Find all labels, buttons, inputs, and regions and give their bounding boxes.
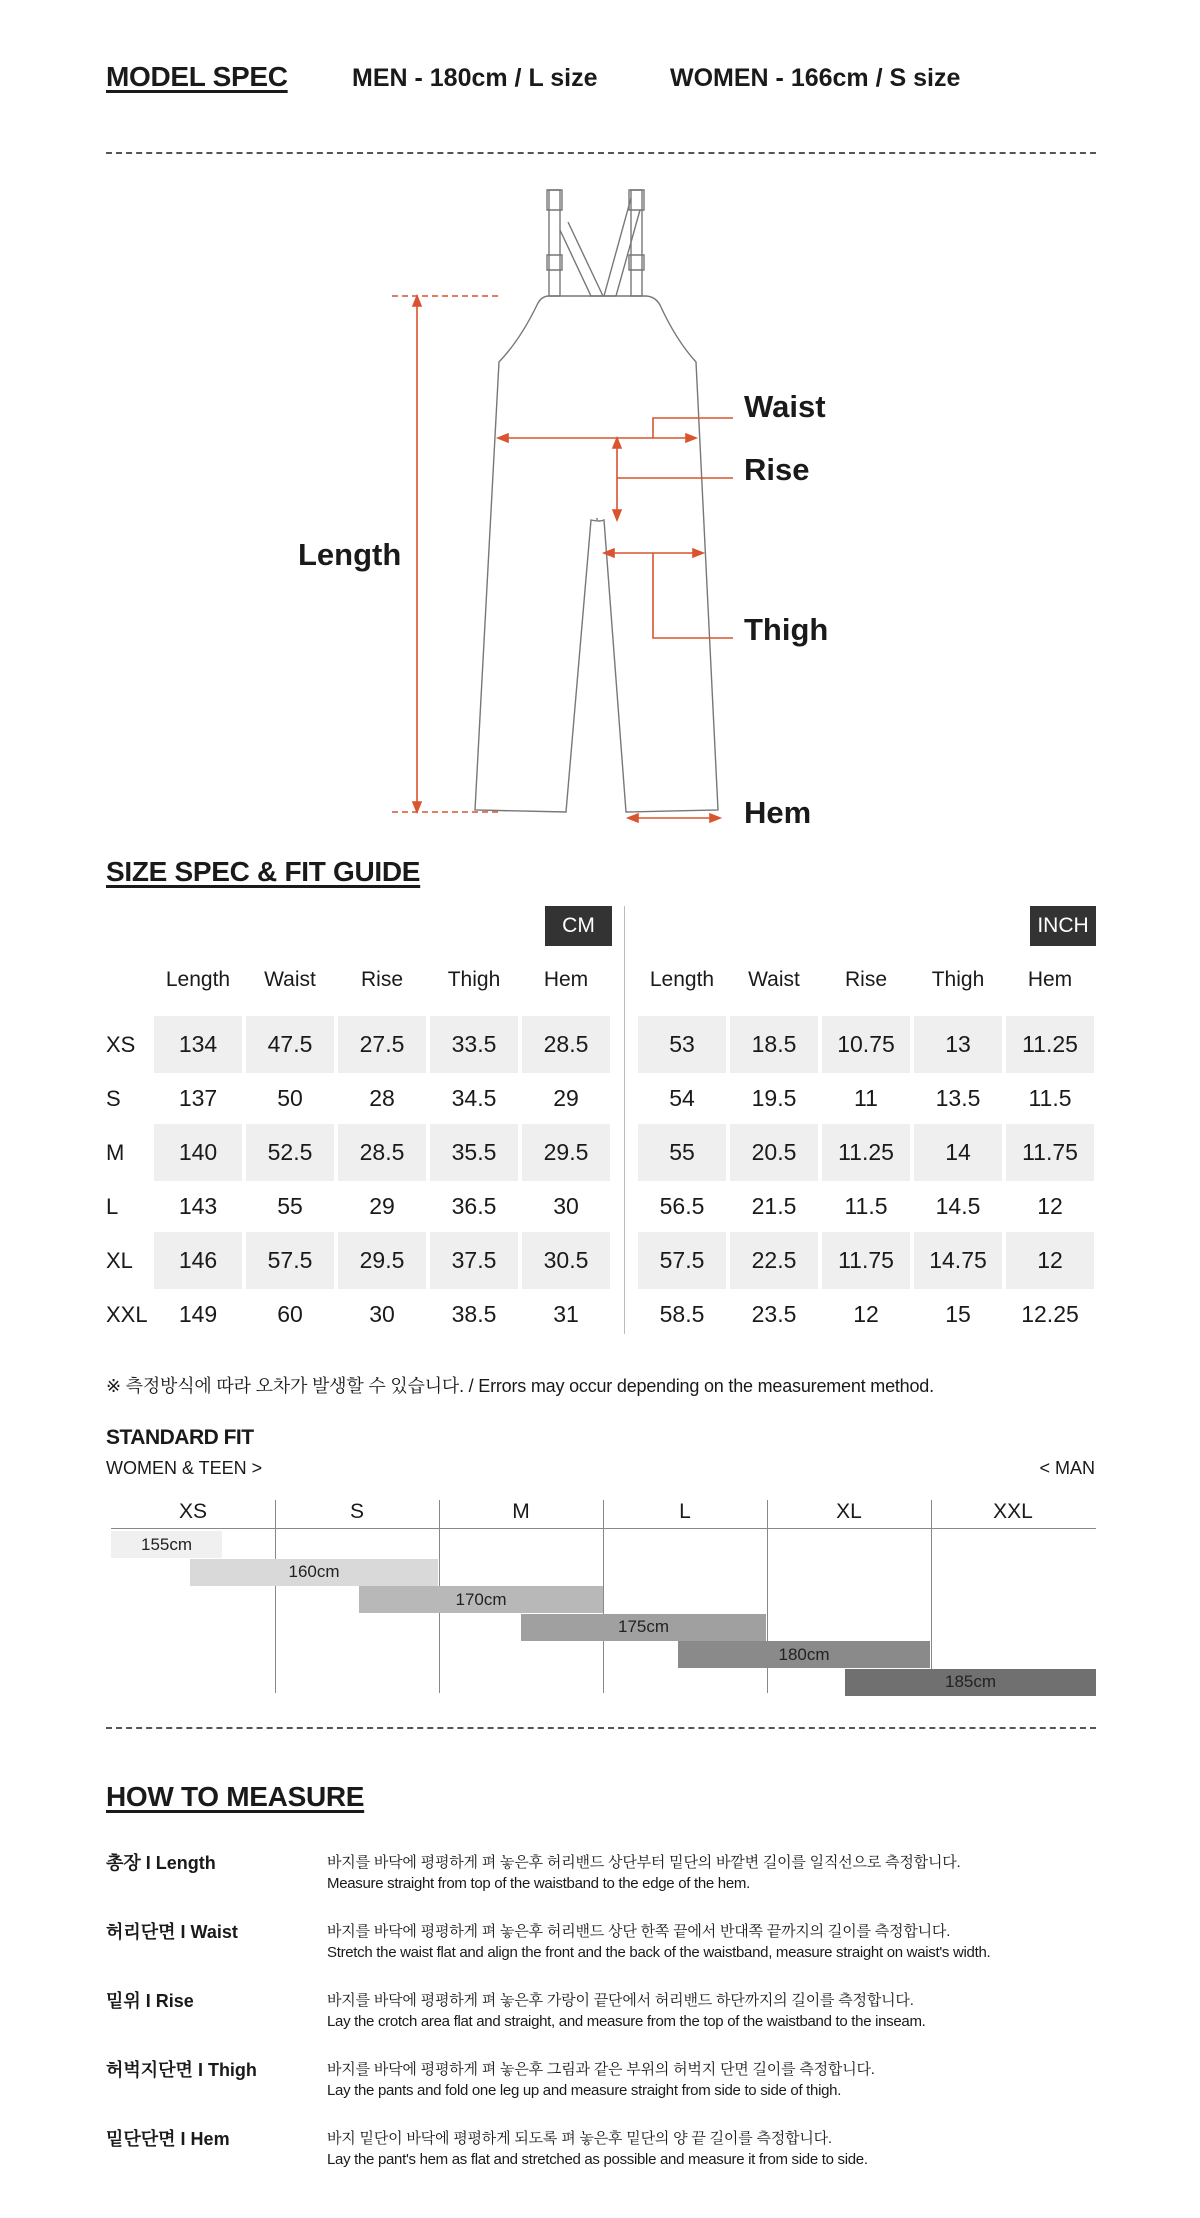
fit-man-label: < MAN [1039, 1458, 1095, 1478]
col-header-cm-thigh: Thigh [447, 968, 501, 991]
divider-bottom [106, 1727, 1096, 1729]
row-label-xs: XS [106, 1032, 136, 1057]
size-cell: 30 [369, 1301, 395, 1327]
size-cell: 34.5 [451, 1085, 497, 1111]
model-spec-women: WOMEN - 166cm / S size [670, 64, 961, 92]
table-separator [624, 906, 625, 1334]
row-label-m: M [106, 1140, 125, 1165]
size-cell: 33.5 [430, 1016, 518, 1073]
size-cell: 57.5 [246, 1232, 334, 1289]
size-cell: 55 [638, 1124, 726, 1181]
size-cell: 28 [369, 1085, 395, 1111]
col-header-cm-length: Length [165, 968, 231, 991]
standard-fit-title: STANDARD FIT [106, 1426, 254, 1449]
size-cell: 12 [1006, 1232, 1094, 1289]
measure-en: Measure straight from top of the waistband to the edge of the hem. [327, 1875, 750, 1892]
fit-gridline [275, 1500, 276, 1693]
col-header-inch-rise: Rise [844, 968, 887, 991]
col-header-inch-thigh: Thigh [931, 968, 985, 991]
size-cell: 12 [853, 1301, 879, 1327]
fit-bar-175cm: 175cm [521, 1614, 766, 1641]
size-cell: 36.5 [451, 1193, 497, 1219]
measure-en: Lay the pants and fold one leg up and measure straight from side to side of thigh. [327, 2082, 842, 2099]
measure-en: Lay the crotch area flat and straight, and measure from the top of the waistband to the inseam. [327, 2013, 926, 2030]
measure-ko: 바지를 바닥에 평평하게 펴 놓은후 허리밴드 상단부터 밑단의 바깥변 길이를 일직선으로 측정합니다. [327, 1854, 961, 1871]
size-cell: 21.5 [751, 1193, 797, 1219]
size-cell: 58.5 [659, 1301, 705, 1327]
unit-cm-badge: CM [545, 906, 612, 946]
size-cell: 54 [669, 1085, 695, 1111]
size-cell: 19.5 [751, 1085, 797, 1111]
size-cell: 11.25 [1006, 1016, 1094, 1073]
fit-bar-180cm: 180cm [678, 1641, 930, 1668]
overalls-diagram [0, 0, 1200, 860]
fit-size-xl: XL [836, 1500, 862, 1523]
size-cell: 11.25 [822, 1124, 910, 1181]
size-cell: 13 [914, 1016, 1002, 1073]
size-cell: 140 [154, 1124, 242, 1181]
measure-term: 허벅지단면 I Thigh [106, 2060, 257, 2080]
overalls-outline [475, 190, 718, 812]
fit-gridline [603, 1500, 604, 1693]
size-cell: 11 [854, 1085, 878, 1111]
size-cell: 22.5 [730, 1232, 818, 1289]
fit-bar-160cm: 160cm [190, 1559, 438, 1586]
size-cell: 29.5 [522, 1124, 610, 1181]
size-cell: 13.5 [935, 1085, 981, 1111]
fit-women-label: WOMEN & TEEN > [106, 1458, 263, 1478]
fit-bar-185cm: 185cm [845, 1669, 1096, 1696]
size-cell: 37.5 [430, 1232, 518, 1289]
fit-size-xs: XS [178, 1500, 207, 1523]
unit-inch-badge: INCH [1030, 906, 1096, 946]
row-label-xl: XL [106, 1248, 133, 1273]
measure-term: 밑위 I Rise [106, 1991, 194, 2011]
size-cell: 146 [154, 1232, 242, 1289]
measure-en: Stretch the waist flat and align the front and the back of the waistband, measure straight on waist's width. [327, 1944, 991, 1961]
measure-ko: 바지를 바닥에 평평하게 펴 놓은후 그림과 같은 부위의 허벅지 단면 길이를 측정합니다. [327, 2061, 875, 2078]
size-cell: 35.5 [430, 1124, 518, 1181]
label-length: Length [298, 537, 402, 572]
size-cell: 52.5 [246, 1124, 334, 1181]
fit-bar-170cm: 170cm [359, 1586, 603, 1613]
col-header-inch-length: Length [649, 968, 715, 991]
size-cell: 11.75 [822, 1232, 910, 1289]
size-cell: 60 [277, 1301, 303, 1327]
size-cell: 20.5 [730, 1124, 818, 1181]
size-cell: 29.5 [338, 1232, 426, 1289]
fit-size-m: M [512, 1500, 530, 1523]
size-cell: 30 [553, 1193, 579, 1219]
size-cell: 14.75 [914, 1232, 1002, 1289]
row-label-s: S [106, 1086, 121, 1111]
col-header-inch-waist: Waist [748, 968, 800, 991]
size-cell: 28.5 [522, 1016, 610, 1073]
label-waist: Waist [744, 389, 826, 424]
col-header-cm-hem: Hem [543, 968, 589, 991]
measure-ko: 바지를 바닥에 평평하게 펴 놓은후 허리밴드 상단 한쪽 끝에서 반대쪽 끝까지의 길이를 측정합니다. [327, 1923, 951, 1940]
size-cell: 11.5 [844, 1193, 888, 1219]
measurement-note: ※ 측정방식에 따라 오차가 발생할 수 있습니다. / Errors may occur depending on the measurement method. [106, 1376, 934, 1396]
size-cell: 55 [277, 1193, 303, 1219]
size-cell: 38.5 [451, 1301, 497, 1327]
size-cell: 10.75 [822, 1016, 910, 1073]
fit-size-s: S [349, 1500, 364, 1523]
size-cell: 50 [277, 1085, 303, 1111]
fit-bar-155cm: 155cm [111, 1531, 222, 1558]
size-spec-title: SIZE SPEC & FIT GUIDE [106, 856, 421, 887]
size-cell: 143 [178, 1193, 218, 1219]
size-cell: 27.5 [338, 1016, 426, 1073]
fit-size-l: L [679, 1500, 691, 1523]
size-cell: 134 [154, 1016, 242, 1073]
size-cell: 28.5 [338, 1124, 426, 1181]
size-cell: 30.5 [522, 1232, 610, 1289]
size-cell: 12 [1037, 1193, 1063, 1219]
size-cell: 29 [369, 1193, 395, 1219]
measure-lines [392, 296, 733, 822]
col-header-inch-hem: Hem [1027, 968, 1073, 991]
size-cell: 12.25 [1021, 1301, 1079, 1327]
model-spec-men: MEN - 180cm / L size [352, 64, 598, 92]
size-cell: 57.5 [638, 1232, 726, 1289]
label-thigh: Thigh [744, 612, 829, 647]
size-cell: 53 [638, 1016, 726, 1073]
size-cell: 11.5 [1028, 1085, 1072, 1111]
size-cell: 56.5 [659, 1193, 705, 1219]
size-cell: 137 [178, 1085, 218, 1111]
size-cell: 47.5 [246, 1016, 334, 1073]
col-header-cm-rise: Rise [360, 968, 403, 991]
fit-size-xxl: XXL [993, 1500, 1033, 1523]
size-cell: 18.5 [730, 1016, 818, 1073]
size-cell: 14 [914, 1124, 1002, 1181]
how-to-measure-title: HOW TO MEASURE [106, 1781, 365, 1812]
size-cell: 31 [553, 1301, 579, 1327]
measure-term: 총장 I Length [106, 1853, 216, 1873]
row-label-l: L [106, 1194, 119, 1219]
size-cell: 15 [945, 1301, 971, 1327]
size-cell: 11.75 [1006, 1124, 1094, 1181]
measure-en: Lay the pant's hem as flat and stretched as possible and measure it from side to side. [327, 2151, 868, 2168]
measure-term: 허리단면 I Waist [106, 1922, 238, 1942]
size-cell: 29 [553, 1085, 579, 1111]
col-header-cm-waist: Waist [264, 968, 316, 991]
label-hem: Hem [744, 795, 812, 830]
measure-term: 밑단단면 I Hem [106, 2129, 230, 2149]
row-label-xxl: XXL [106, 1302, 148, 1327]
size-cell: 14.5 [935, 1193, 981, 1219]
label-rise: Rise [744, 452, 810, 487]
size-cell: 23.5 [751, 1301, 797, 1327]
measure-ko: 바지를 바닥에 평평하게 펴 놓은후 가랑이 끝단에서 허리밴드 하단까지의 길이를 측정합니다. [327, 1992, 914, 2009]
model-spec-title: MODEL SPEC [106, 61, 288, 92]
fit-gridline [931, 1500, 932, 1693]
size-cell: 149 [178, 1301, 218, 1327]
measure-ko: 바지 밑단이 바닥에 평평하게 되도록 펴 놓은후 밑단의 양 끝 길이를 측정합니다. [327, 2130, 832, 2147]
